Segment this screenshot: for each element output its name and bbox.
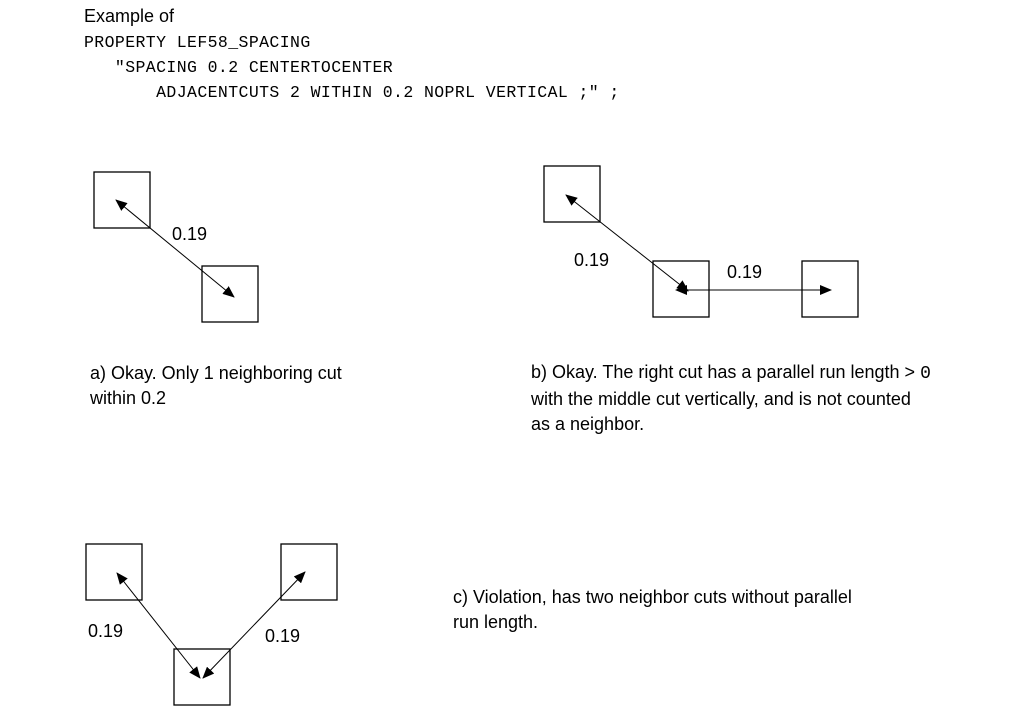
panel-c [86,544,337,705]
code-line: "SPACING 0.2 CENTERTOCENTER [84,58,394,77]
code-line: ADJACENTCUTS 2 WITHIN 0.2 NOPRL VERTICAL ;" ; [84,83,620,102]
cut-square [544,166,600,222]
distance-arrow [116,200,234,297]
code-line: PROPERTY LEF58_SPACING [84,33,311,52]
cut-square [174,649,230,705]
distance-label: 0.19 [727,262,763,282]
distance-label: 0.19 [88,621,124,641]
distance-arrow [566,195,688,291]
caption-c: c) Violation, has two neighbor cuts without parallel run length. [453,587,852,632]
cut-square [94,172,150,228]
caption-a: a) Okay. Only 1 neighboring cut within 0.2 [90,363,342,408]
distance-label: 0.19 [265,626,301,646]
header-title: Example of [84,6,175,26]
distance-label: 0.19 [574,250,610,270]
distance-label: 0.19 [172,224,208,244]
caption-b-zero: 0 [920,364,931,384]
distance-arrow [203,572,305,678]
cut-square [802,261,858,317]
distance-arrow [117,573,200,678]
caption-b-pre: b) Okay. The right cut has a parallel run length > [531,362,921,382]
caption-b-post: with the middle cut vertically, and is not counted as a neighbor. [531,389,911,434]
panel-a [94,172,258,322]
panel-b [544,166,858,317]
cut-square [86,544,142,600]
cut-square [653,261,709,317]
cut-square [281,544,337,600]
caption-b [531,360,931,437]
